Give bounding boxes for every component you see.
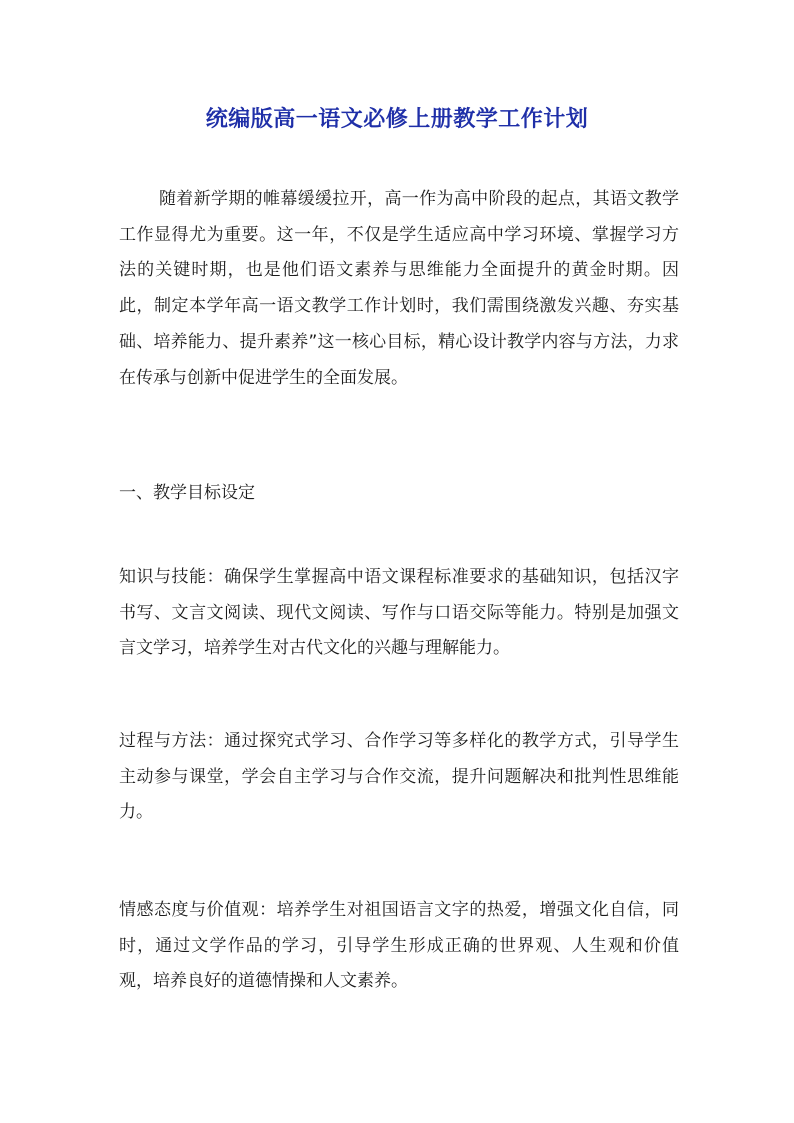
page-title: 统编版高一语文必修上册教学工作计划 — [205, 107, 589, 132]
knowledge-skills-paragraph: 知识与技能：确保学生掌握高中语文课程标准要求的基础知识，包括汉字书写、文言文阅读、现代文阅读、写作与口语交际等能力。特别是加强文言文学习，培养学生对古代文化的兴趣与理解能力。 — [119, 567, 679, 659]
process-methods-paragraph: 过程与方法：通过探究式学习、合作学习等多样化的教学方式，引导学生主动参与课堂，学会自主学习与合作交流，提升问题解决和批判性思维能力。 — [119, 731, 679, 823]
section-heading: 一、教学目标设定 — [119, 483, 255, 503]
attitude-values-paragraph: 情感态度与价值观：培养学生对祖国语言文字的热爱，增强文化自信，同时，通过文学作品的学习，引导学生形成正确的世界观、人生观和价值观，培养良好的道德情操和人文素养。 — [119, 900, 679, 992]
intro-paragraph: 随着新学期的帷幕缓缓拉开，高一作为高中阶段的起点，其语文教学工作显得尤为重要。这一年，不仅是学生适应高中学习环境、掌握学习方法的关键时期，也是他们语文素养与思维能力全面提升的黄金时期。因此，制定本学年高一语文教学工作计划时，我们需围绕激发兴趣、夯实基础、培养能力、提升素养”这一核心目标，精心设计教学内容与方法，力求在传承与创新中促进学生的全面发展。 — [119, 189, 679, 388]
